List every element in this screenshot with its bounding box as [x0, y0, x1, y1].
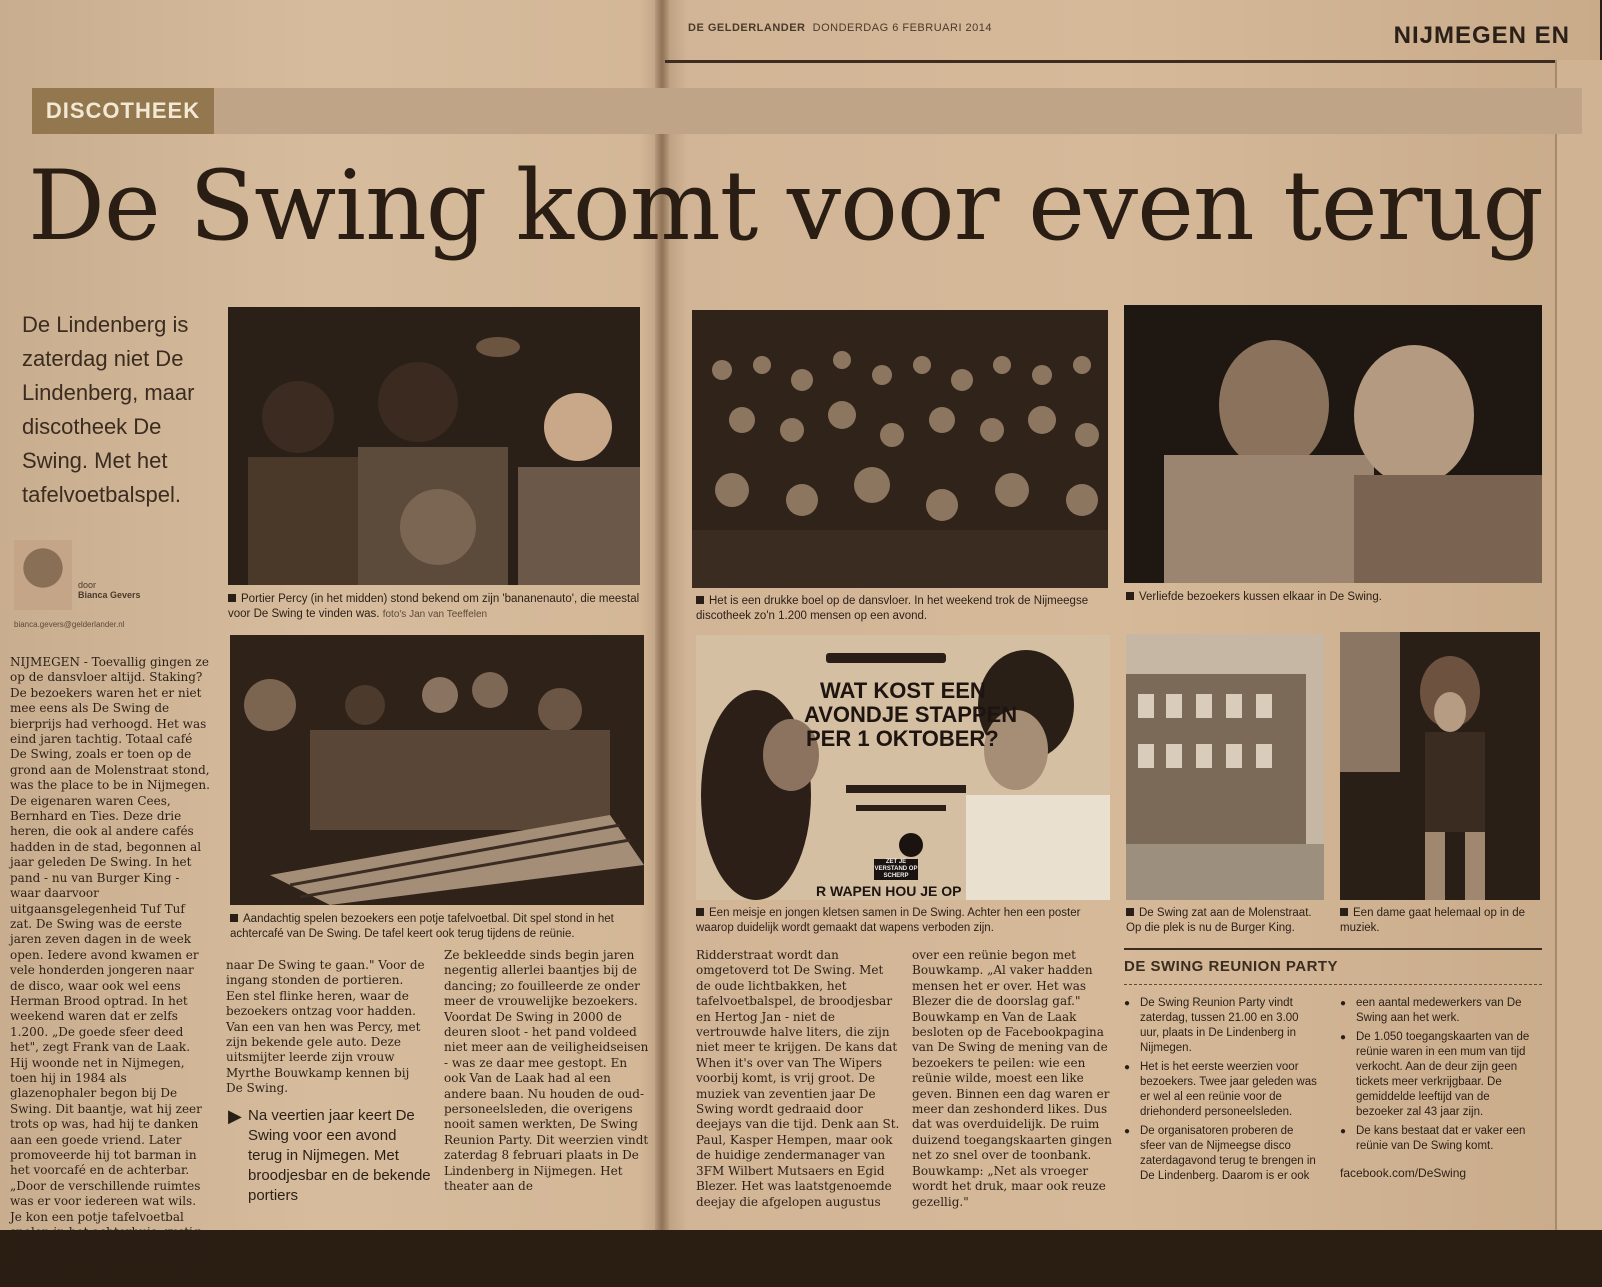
- article-column-4: Ridderstraat wordt dan omgetoverd tot De Swing. Met de oude lichtbakken, het tafelvoetbalspel, de broodjesbar en Hertog Jan - niet de vertrouwde halve liters, die zijn niet meer te krijgen. De kans dat When it's over van The Wipers voorbij komt, is vrij groot. De muziek van zeventien jaar De Swing wordt gedraaid door deejays van die tijd. Denk aan St. Paul, Kasper Hempen, maar ook de huidige zendermanager van 3FM Wilbert Mutsaers en Egid Blezer. Het was laatstgenoemde deejay die afgelopen augustus: [696, 948, 900, 1209]
- caption-2: Het is een drukke boel op de dansvloer. In het weekend trok de Nijmeegse discotheek zo'n 1.200 mensen op een avond.: [696, 595, 1089, 622]
- section-title: NIJMEGEN EN: [1393, 22, 1570, 49]
- photo-molenstraat: [1126, 634, 1324, 900]
- photo-poster-wapens: [696, 635, 1110, 900]
- top-rule: [665, 60, 1555, 63]
- bullet-right-2: ● De kans bestaat dat er vaker een reünie van De Swing komt.: [1340, 1124, 1540, 1154]
- masthead: [688, 22, 992, 34]
- reunion-bullets-right: [1340, 996, 1540, 1180]
- pull-quote: ▶ Na veertien jaar keert De Swing voor een avond terug in Nijmegen. Met broodjesbar en de bekende portiers: [228, 1106, 431, 1204]
- photo-dansvloer: [692, 310, 1108, 588]
- photo-dame-muziek-image: [1340, 632, 1540, 900]
- byline: [78, 580, 218, 600]
- photo-dansvloer-image: [692, 310, 1108, 588]
- poster-line-3: PER 1 OKTOBER?: [806, 726, 999, 751]
- photo-verliefde-bezoekers-image: [1124, 305, 1542, 583]
- photo-tafelvoetbal-image: [230, 635, 644, 905]
- reunion-bullets-left: [1124, 996, 1320, 1188]
- photo-portier-percy-image: [228, 307, 640, 585]
- bullet-left-3: ● De organisatoren proberen de sfeer van de Nijmeegse disco zaterdagavond terug te brengen in De Lindenberg. Daarom is er ook: [1124, 1124, 1320, 1184]
- caption-7: Een dame gaat helemaal op in de muziek.: [1340, 907, 1525, 934]
- poster-bottom: R WAPEN HOU JE OP: [816, 883, 962, 899]
- triangle-icon: ▶: [228, 1106, 242, 1126]
- caption-5: Een meisje en jongen kletsen samen in De Swing. Achter hen een poster waarop duidelijk wordt gemaakt dat wapens verboden zijn.: [696, 907, 1081, 934]
- reunion-continued: ● een aantal medewerkers van De Swing aan het werk.: [1340, 996, 1540, 1026]
- poster-line-1: WAT KOST EEN: [820, 678, 986, 703]
- author-email: bianca.gevers@gelderlander.nl: [14, 620, 125, 629]
- reunion-box-title: DE SWING REUNION PARTY: [1124, 958, 1339, 975]
- bullet-left-2: ● Het is het eerste weerzien voor bezoekers. Twee jaar geleden was er wel al een reünie voor de driehonderd personeelsleden.: [1124, 1060, 1320, 1120]
- headline: De Swing komt voor even terug: [28, 150, 1543, 262]
- article-column-1: NIJMEGEN - Toevallig gingen ze op de dansvloer altijd. Staking? De bezoekers waren het er niet mee eens als De Swing de bierprijs had verhoogd. Het was eind jaren tachtig. Totaal café De Swing, zoals er toen op de grond aan de Molenstraat stond, was the place to be in Nijmegen. De eigenaren waren Cees, Bernhard en Ties. Deze drie heren, die ook al andere cafés hadden in de stad, begonnen al jaar geleden De Swing. In het pand - nu van Burger King - waar daarvoor uitgaansgelegenheid Tuf Tuf zat. De Swing was de eerste jaren zeven dagen in de week open. Iedere avond kwamen er vele honderden jongeren naar de disco, waar ook wel eens Herman Brood optrad. In het weekend waren dat er zelfs 1.200. „De goede sfeer deed het", zegt Frank van de Laak. Hij woonde net in Nijmegen, toen hij in 1984 als glazenophaler begon bij De Swing. Dit baantje, wat hij zeer trots op was, had hij te danken aan een goede vriend. Later promoveerde hij tot barman in het voorcafé en de achterbar. „Door de verschillende ruimtes was er voor iedereen wat wils. Je kon een potje tafelvoetbal spelen in het achterhuis, rustig zitten in het café of dansen in de zaal. Het was ook niet vreemd om alleen: [10, 655, 210, 1286]
- article-column-3: Ze bekleedde sinds begin jaren negentig allerlei baantjes bij de dancing; zo fouilleerde ze onder meer de vrouwelijke bezoekers. Voordat De Swing in 2000 de deuren sloot - het pand voldeed niet meer aan de veiligheidseisen - was ze daar mee gestopt. En ook Van de Laak had al een andere baan. Nu houden de oud-personeelsleden, die overigens nooit samen werkten, De Swing Reunion Party. Dit weerzien vindt zaterdag 8 februari plaats in De Lindenberg in Nijmegen. Het theater aan de: [444, 948, 649, 1194]
- bullet-right-1: ● De 1.050 toegangskaarten van de reünie waren in een mum van tijd verkocht. Aan de deur zijn geen tickets meer verkrijgbaar. De gemiddelde leeftijd van de bezoeker zal 43 jaar zijn.: [1340, 1030, 1540, 1120]
- caption-3: Verliefde bezoekers kussen elkaar in De Swing.: [1126, 590, 1542, 605]
- paper-name: DE GELDERLANDER: [688, 22, 806, 34]
- issue-date: DONDERDAG 6 FEBRUARI 2014: [812, 22, 993, 34]
- photo-dame-muziek: [1340, 632, 1540, 900]
- photo-verliefde-bezoekers: [1124, 305, 1542, 583]
- poster-badge: ZET JE VERSTAND OP SCHERP: [874, 859, 918, 879]
- photo-portier-percy: [228, 307, 640, 585]
- author-photo: [14, 540, 72, 610]
- photo-tafelvoetbal: [230, 635, 644, 905]
- byline-label: door: [78, 580, 97, 590]
- facebook-link[interactable]: facebook.com/DeSwing: [1340, 1166, 1467, 1180]
- caption-1: Portier Percy (in het midden) stond bekend om zijn 'bananenauto', die meestal voor De Swing te vinden was. foto's Jan van Teeffelen: [228, 593, 640, 620]
- kicker-band: [32, 88, 1582, 134]
- next-page-edge: [1555, 60, 1602, 1230]
- poster-line-2: AVONDJE STAPPEN: [804, 702, 1018, 727]
- article-column-2: naar De Swing te gaan." Voor de ingang stonden de portieren. Een stel flinke heren, waar de bezoekers ontzag voor hadden. Van een van hen was Percy, met zijn bekende gele auto. Deze uitsmijter leerde zijn vrouw Myrthe Bouwkamp kennen bij De Swing.: [226, 958, 425, 1096]
- kicker-label: DISCOTHEEK: [32, 88, 214, 134]
- caption-6: De Swing zat aan de Molenstraat. Op die plek is nu de Burger King.: [1126, 907, 1312, 934]
- caption-4: Aandachtig spelen bezoekers een potje tafelvoetbal. Dit spel stond in het achtercafé van De Swing. De tafel keert ook terug tijdens de reünie.: [230, 913, 614, 940]
- article-column-5: over een reünie begon met Bouwkamp. „Al vaker hadden mensen het er over. Het was Blezer die de doorslag gaf." Bouwkamp en Van de Laak besloten op de Facebookpagina van De Swing de mening van de bezoekers te peilen: wie een reünie wilde, moest een like geven. Binnen een dag waren er meer dan zeshonderd likes. Dus dat was overduidelijk. De ruim duizend toegangskaarten gingen net zo snel over de toonbank. Bouwkamp: „Net als vroeger wordt het druk, maar ook reuze gezellig.": [912, 948, 1112, 1209]
- photo-molenstraat-image: [1126, 634, 1324, 900]
- byline-name: Bianca Gevers: [78, 590, 141, 600]
- bullet-left-1: ● De Swing Reunion Party vindt zaterdag, tussen 21.00 en 3.00 uur, plaats in De Lindenberg in Nijmegen.: [1124, 996, 1320, 1056]
- reunion-box: [1124, 948, 1542, 1200]
- intro-text: De Lindenberg is zaterdag niet De Lindenberg, maar discotheek De Swing. Met het tafelvoetbalspel.: [22, 312, 195, 507]
